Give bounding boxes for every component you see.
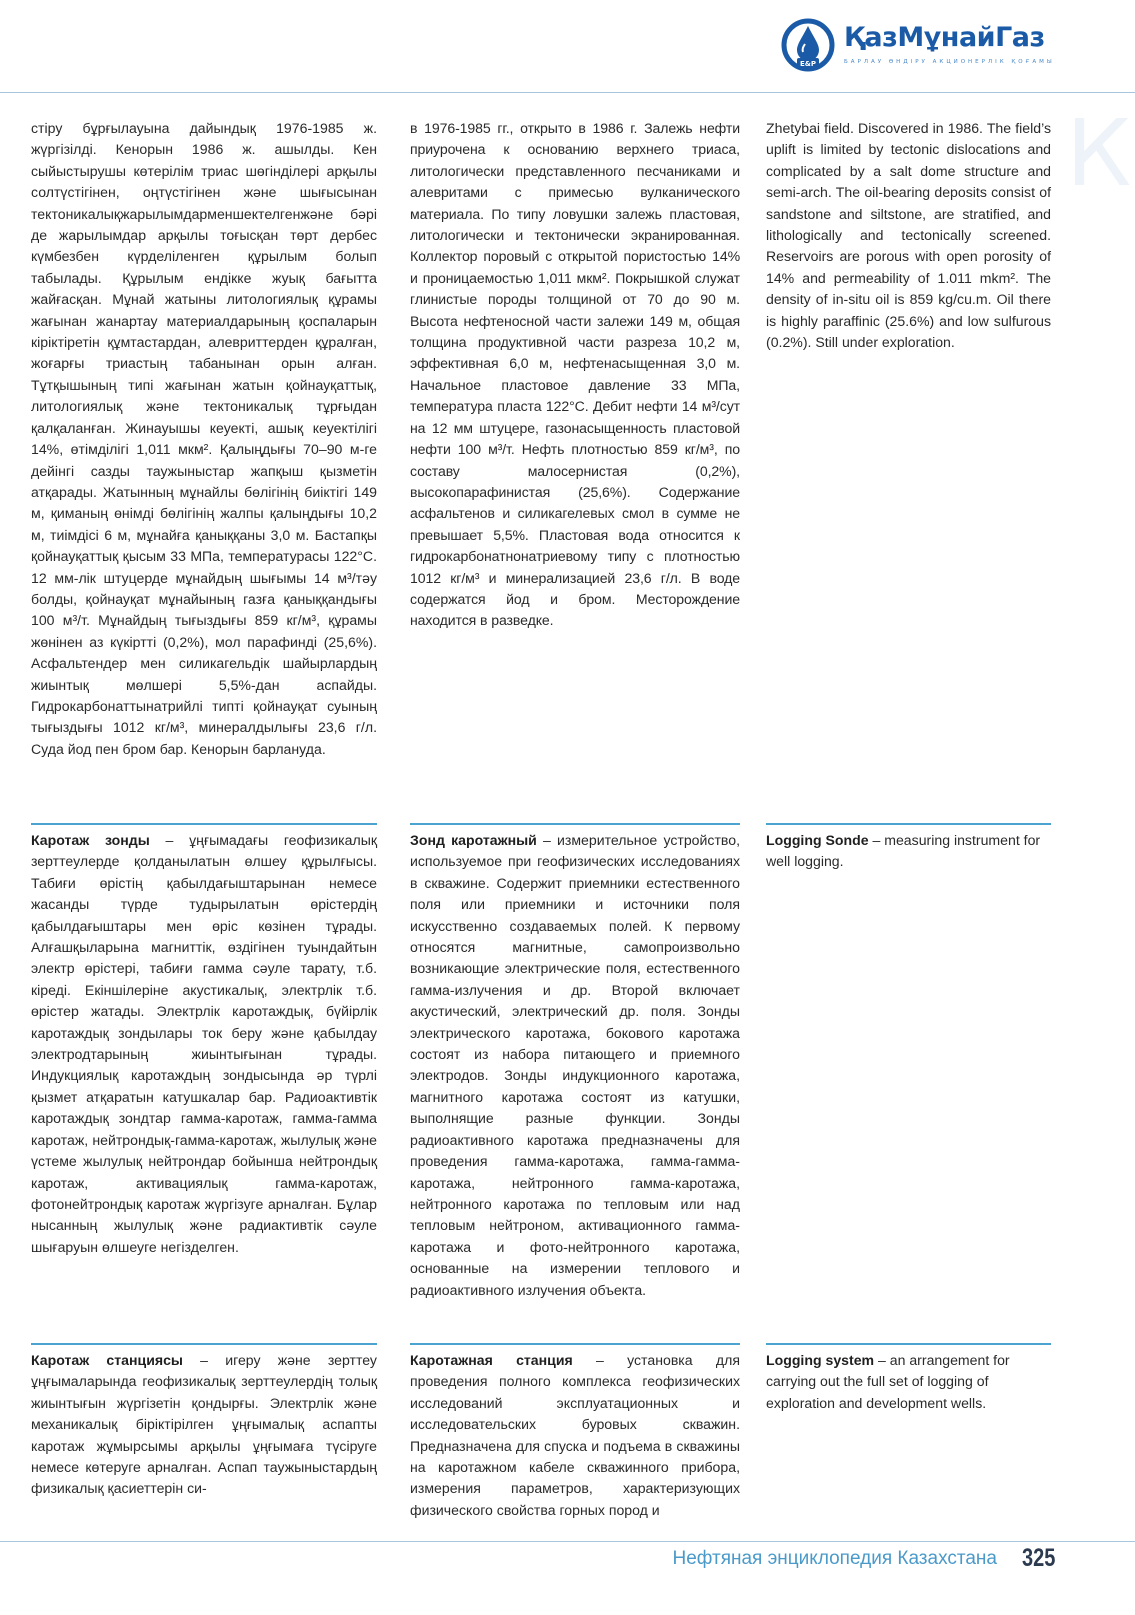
english-column [766, 118, 1051, 353]
english-entry-logging-system [766, 1350, 1051, 1414]
company-logo [778, 14, 1088, 74]
entry-term: Logging Sonde [766, 832, 869, 848]
footer-title: Нефтяная энциклопедия Казахстана [672, 1548, 997, 1569]
page-number: 325 [1022, 1544, 1056, 1572]
logo-wordmark: ҚазМұнайГаз [844, 22, 1045, 53]
kazakh-entry-logging-sonde [31, 830, 377, 1258]
entry-term: Каротаж зонды [31, 832, 150, 848]
kazakh-column [31, 118, 377, 760]
russian-column [410, 118, 740, 632]
oil-drop-logo-icon [778, 14, 838, 74]
section-letter-watermark: К [1066, 100, 1132, 207]
section-divider [410, 1343, 740, 1345]
footer-divider [0, 1541, 1135, 1542]
entry-term: Каротаж станциясы [31, 1352, 183, 1368]
entry-term: Logging system [766, 1352, 875, 1368]
entry-term: Зонд каротажный [410, 832, 537, 848]
logo-subtitle: БАРЛАУ ӨНДІРУ АКЦИОНЕРЛІК ҚОҒАМЫ [844, 59, 1055, 65]
section-divider [410, 823, 740, 825]
section-divider [766, 823, 1051, 825]
entry-definition: – установка для проведения полного комплекса геофизических исследований эксплуатационных и исследовательских буровых скважин. Предназначена для спуска и подъема в скважины на каротажном кабеле скважинного прибора, измерения параметров, характеризующих физического свойства горных пород и [410, 1352, 740, 1518]
russian-entry-logging-sonde [410, 830, 740, 1301]
kazakh-entry-logging-station [31, 1350, 377, 1500]
entry-definition: – измерительное устройство, используемое при геофизических исследованиях в скважине. Содержит приемники естественного поля или приемники и источники поля искусственно создаваемых полей. К первому относятся магнитные, самопроизвольно возникающие электрические поля, естественного гамма-излучения и др. Второй включает акустический, электрический др. поля. Зонды электрического каротажа, бокового каротажа состоят из набора питающего и приемного электродов. Зонды индукционного каротажа, магнитного каротажа состоят из катушки, выполнящие разные функции. Зонды радиоактивного каротажа предназначены для проведения гамма-каротажа, гамма-гамма-каротажа, нейтронного гамма-каротажа, нейтронного каротажа по тепловым или над тепловым нейтроном, активационного гамма-каротажа и фото-нейтронного каротажа, основанные на измерении теплового и радиоактивного излучения объекта. [410, 832, 740, 1298]
russian-text: в 1976-1985 гг., открыто в 1986 г. Залежь нефти приурочена к основанию верхнего триаса, литологически представленного песчаниками и алевритами с примесью вулканического материала. По типу ловушки залежь пластовая, литологически и тектонически экранированная. Коллектор поровый с открытой пористостью 14% и проницаемостью 1,011 мкм². Покрышкой служат глинистые породы толщиной от 70 до 90 м. Высота нефтеносной части залежи 149 м, общая толщина продуктивной части разреза 10,2 м, эффективная 6,0 м, нефтенасыщенная 3,0 м. Начальное пластовое давление 33 МПа, температура пласта 122°С. Дебит нефти 14 м³/сут на 12 мм штуцере, газонасыщенность пластовой нефти 100 м³/т. Нефть плотностью 859 кг/м³, по составу малосернистая (0,2%), высокопарафинистая (25,6%). Содержание асфальтенов и силикагелевых смол в сумме не превышает 5,5%. Пластовая вода относится к гидрокарбонатнонатриевому типу с плотностью 1012 кг/м³ и минерализацией 23,6 г/л. В воде содержатся йод и бром. Месторождение находится в разведке. [410, 120, 740, 629]
kazakh-text: стіру бұрғылауына дайындық 1976-1985 ж. жүргізілді. Кенорын 1986 ж. ашылды. Кен сыйыстырушы көтерілім триас шөгінділері арқылы солтүстігінен, оңтүстігінен және шығысынан тектоникалықжарылымдарменшектелгенжәне бәрі де жарылымдар арқылы тоғысқан төрт дербес күмбезбен күрделіленген құрылым болып табылады. Құрылым ендікке жуық бағытта жайғасқан. Мұнай жатыны литологиялық құрамы жағынан жанартау материалдарының қоспаларын кіріктіретін құмтастардан, алевриттерден құралған, жоғарғы триастың табанынан орын алған. Тұтқышының типі жағынан жатын қойнауқаттық, литологиялық және тектоникалық тұрғыдан қалқаланған. Жинауышы кеуекті, ашық кеуектілігі 14%, өтімділігі 1,011 мкм². Қалыңдығы 70–90 м-ге дейінгі сазды таужыныстар жапқыш қызметін атқарады. Жатынның мұнайлы бөлігінің биіктігі 149 м, қиманың өнімді бөлігінің жалпы қалыңдығы 10,2 м, тиімдісі 6 м, мұнайға қаныққаны 3,0 м. Бастапқы қойнауқаттық қысым 33 МПа, температурасы 122°С. 12 мм-лік штуцерде мұнайдың шығымы 14 м³/тәу болды, қойнауқат мұнайының газға қаныққандығы 100 м³/т. Мұнайдың тығыздығы 859 кг/м³, құрамы жөнінен аз күкіртті (0,2%), мол парафинді (25,6%). Асфальтендер мен силикагельдік шайырлардың жиынтық мөлшері 5,5%-дан аспайды. Гидрокарбонаттынатрийлі типті қойнауқат суының тығыздығы 1012 кг/м³, минералдылығы 23,6 г/л. Суда йод пен бром бар. Кенорын барлануда. [31, 120, 377, 757]
english-text: Zhetybai field. Discovered in 1986. The field’s uplift is limited by tectonic dislocations and complicated by a salt dome structure and semi-arch. The oil-bearing deposits consist of sandstone and siltstone, are stratified, and lithologically and tectonically screened. Reservoirs are porous with open porosity of 14% and permeability of 1.011 mkm². The density of in-situ oil is 859 kg/cu.m. Oil there is highly paraffinic (25.6%) and low sulfurous (0.2%). Still under exploration. [766, 120, 1051, 351]
header-divider [0, 92, 1135, 93]
entry-term: Каротажная станция [410, 1352, 573, 1368]
entry-definition: – measuring instrument for well logging. [766, 832, 1041, 870]
section-divider [766, 1343, 1051, 1345]
english-entry-logging-sonde [766, 830, 1051, 873]
russian-entry-logging-station [410, 1350, 740, 1521]
entry-definition: – an arrangement for carrying out the full set of logging of exploration and development wells. [766, 1352, 1010, 1411]
entry-definition: – игеру және зерттеу ұңғымаларында геофизикалық зерттеулердің толық жиынтығын жүргізетін қондырғы. Электрлік және механикалық біріктірілген ұңғымалық аспапты каротаж жұмырсымы арқылы ұңғымаға түсіруге немесе көтеруге арналған. Аспап таужыныстардың физикалық қасиеттерін си- [31, 1352, 377, 1497]
section-divider [31, 1343, 377, 1345]
section-divider [31, 823, 377, 825]
entry-definition: – ұңғымадағы геофизикалық зерттеулерде қолданылатын өлшеу құрылғысы. Табиғи өрістің қабылдағыштарынан немесе жасанды түрде тудырылатын өрістердің қабылдағыштары мен өріс көзінен тұрады. Алғашқыларына магниттік, өздігінен туындайтын электр өрістері, табиғи гамма сәуле тарату, т.б. кіреді. Екіншілеріне акустикалық, электрлік т.б. өрістер жатады. Электрлік каротаждық, бүйірлік каротаждық зондылары ток беру және қабылдау электродтарының жиынтығынан тұрады. Индукциялық каротаждың зондысында әр түрлі қызмет атқаратын катушкалар бар. Радиоактивтік каротаждық зондтар гамма-каротаж, гамма-гамма каротаж, нейтрондық-гамма-каротаж, жылулық және үстеме жылулық нейтрондар бойынша нейтрондық каротаж, активациялық гамма-каротаж, фотонейтрондық каротаж жүргізуге арналған. Бұлар нысанның жылулық және радиактивтік сәуле шығаруын өлшеуге негізделген. [31, 832, 377, 1255]
svg-text:E&P: E&P [799, 60, 817, 68]
